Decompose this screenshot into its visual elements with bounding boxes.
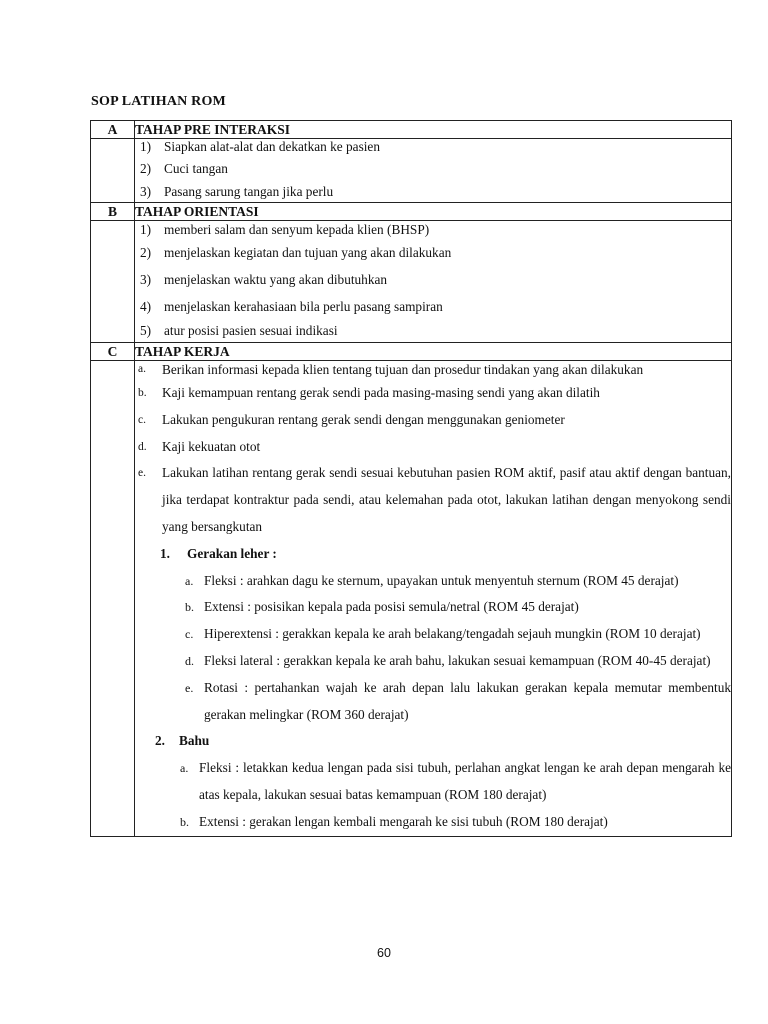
movement-text: Hiperextensi : gerakkan kepala ke arah belakang/tengadah sejauh mungkin (ROM 10 derajat) [204, 626, 701, 642]
list-item [135, 266, 731, 293]
item-text: atur posisi pasien sesuai indikasi [164, 323, 338, 338]
list-item [135, 139, 731, 155]
step-marker: b. [138, 387, 147, 399]
item-text: menjelaskan kerahasiaan bila perlu pasang sampiran [164, 299, 443, 314]
step-marker: a. [138, 363, 146, 375]
section-title: TAHAP ORIENTASI [135, 203, 732, 221]
step-item [135, 434, 731, 461]
movement-text: Fleksi : letakkan kedua lengan pada sisi tubuh, perlahan angkat lengan ke arah depan mengarah ke atas kepala, lakukan sesuai batas kemampuan (ROM 180 derajat) [199, 760, 731, 802]
list-item [135, 320, 731, 342]
item-number: 5) [140, 323, 152, 338]
section-a-list [135, 139, 732, 203]
item-number: 3) [140, 272, 152, 287]
list-item [135, 155, 731, 182]
movement-item [135, 675, 731, 729]
step-text: Kaji kekuatan otot [162, 438, 261, 454]
movement-marker: e. [185, 680, 194, 695]
empty-cell [91, 361, 135, 837]
item-number: 2) [140, 245, 152, 260]
page-number: 60 [377, 946, 391, 960]
subsection-title: Bahu [179, 733, 210, 749]
movement-marker: a. [185, 573, 194, 588]
document-title: SOP LATIHAN ROM [91, 94, 226, 109]
sop-table [90, 120, 732, 837]
item-text: memberi salam dan senyum kepada klien (BHSP) [164, 222, 430, 237]
empty-cell [91, 139, 135, 203]
step-item [135, 359, 731, 380]
subsection-number: 2. [155, 733, 165, 749]
movement-item [135, 568, 731, 595]
subsection-heading-bahu [135, 728, 731, 755]
section-a-header [91, 121, 732, 139]
step-marker: e. [138, 467, 146, 480]
movement-text: Rotasi : pertahankan wajah ke arah depan lalu lakukan gerakan kepala memutar membentuk gerakan melingkar (ROM 360 derajat) [204, 679, 731, 722]
movement-marker: b. [185, 600, 194, 615]
movement-marker: d. [185, 653, 194, 668]
list-item [135, 239, 731, 266]
section-c-body [91, 361, 732, 837]
empty-cell [91, 221, 135, 343]
movement-marker: a. [180, 761, 189, 776]
list-item [135, 221, 731, 239]
movement-item [135, 809, 731, 836]
movement-marker: c. [185, 627, 194, 642]
section-letter: C [91, 343, 135, 361]
item-text: menjelaskan kegiatan dan tujuan yang akan dilakukan [164, 245, 452, 260]
step-marker: c. [138, 413, 146, 426]
step-item [135, 407, 731, 434]
movement-item [135, 648, 731, 675]
item-text: Pasang sarung tangan jika perlu [164, 184, 334, 199]
step-text: Kaji kemampuan rentang gerak sendi pada masing-masing sendi yang akan dilatih [162, 385, 600, 400]
item-number: 3) [140, 184, 152, 199]
movement-item [135, 621, 731, 648]
item-number: 2) [140, 161, 152, 176]
section-c-header [91, 343, 732, 361]
movement-text: Extensi : gerakan lengan kembali mengarah ke sisi tubuh (ROM 180 derajat) [199, 813, 608, 829]
subsection-heading-leher [135, 541, 731, 568]
item-text: Siapkan alat-alat dan dekatkan ke pasien [164, 139, 380, 154]
section-b-header [91, 203, 732, 221]
section-b-list [135, 221, 732, 343]
item-text: Cuci tangan [164, 161, 228, 176]
subsection-title: Gerakan leher : [187, 545, 277, 561]
section-title: TAHAP PRE INTERAKSI [135, 121, 732, 139]
section-b-body [91, 221, 732, 343]
list-item [135, 182, 731, 202]
item-number: 1) [140, 139, 152, 154]
item-number: 4) [140, 299, 152, 314]
list-item [135, 293, 731, 320]
movement-item [135, 755, 731, 809]
movement-item [135, 594, 731, 621]
section-letter: B [91, 203, 135, 221]
step-item [135, 460, 731, 540]
item-text: menjelaskan waktu yang akan dibutuhkan [164, 272, 388, 287]
section-letter: A [91, 121, 135, 139]
section-c-content [135, 361, 732, 837]
movement-marker: b. [180, 814, 189, 829]
step-item [135, 380, 731, 407]
subsection-number: 1. [160, 545, 170, 561]
movement-text: Fleksi lateral : gerakkan kepala ke arah bahu, lakukan sesuai kemampuan (ROM 40-45 derajat) [204, 652, 711, 668]
step-text: Lakukan pengukuran rentang gerak sendi dengan menggunakan geniometer [162, 411, 565, 427]
section-title: TAHAP KERJA [135, 343, 732, 361]
item-number: 1) [140, 222, 152, 237]
movement-text: Extensi : posisikan kepala pada posisi semula/netral (ROM 45 derajat) [204, 599, 579, 615]
step-text: Berikan informasi kepada klien tentang tujuan dan prosedur tindakan yang akan dilakukan [162, 362, 644, 377]
section-a-body [91, 139, 732, 203]
step-marker: d. [138, 440, 147, 453]
movement-text: Fleksi : arahkan dagu ke sternum, upayakan untuk menyentuh sternum (ROM 45 derajat) [204, 572, 679, 588]
step-text: Lakukan latihan rentang gerak sendi sesuai kebutuhan pasien ROM aktif, pasif atau aktif dengan bantuan, jika terdapat kontraktur pada sendi, atau kelemahan pada otot, lakukan latihan dengan menyokong sendi yang bersangkutan [162, 465, 731, 534]
